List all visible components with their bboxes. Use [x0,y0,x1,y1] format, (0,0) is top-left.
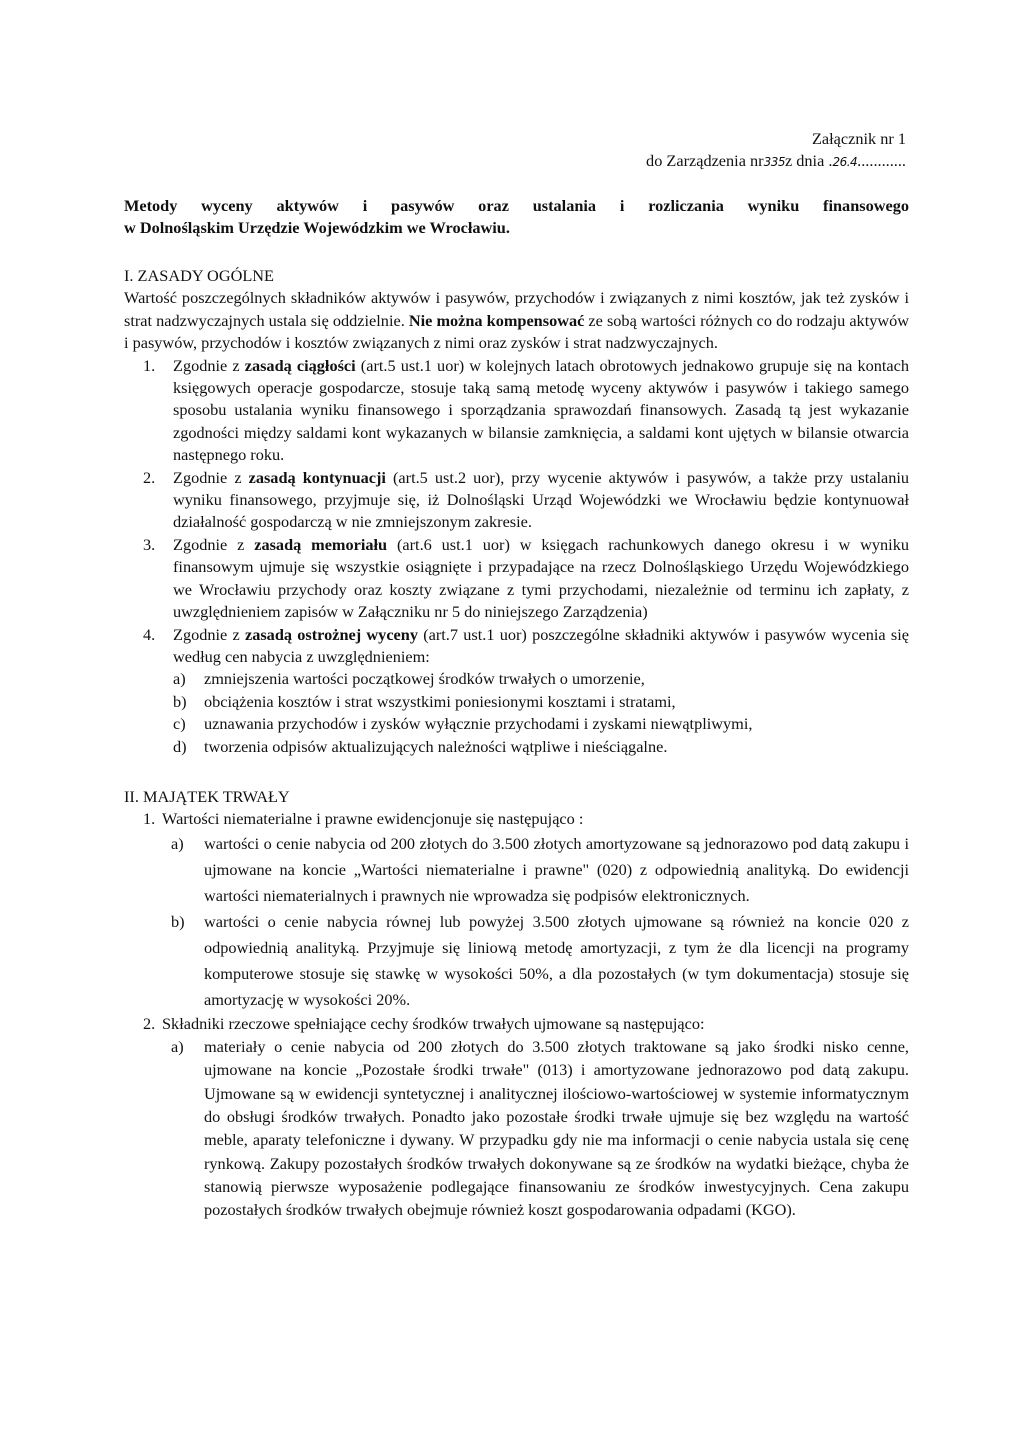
sub-list-item: a) wartości o cenie nabycia od 200 złotych do 3.500 złotych amortyzowane są jednorazowo pod datą zakupu i ujmowane na koncie „Wartości niematerialne i prawne" (020) z odpowiednią analityką. Do ewidencji wartości niematerialnych i prawnych nie wprowadza się podpisów elektronicznych. [171,833,909,905]
list-item: 4. Zgodnie z zasadą ostrożnej wyceny (art.7 ust.1 uor) poszczególne składniki aktywów i pasywów wycenia się według cen nabycia z uwzględnieniem: [143,624,909,666]
attachment-reference: do Zarządzenia nr335z dnia .26.4............ [646,151,906,170]
sub-list-item: d) tworzenia odpisów aktualizujących należności wątpliwe i nieściągalne. [173,736,668,756]
section-heading: I. ZASADY OGÓLNE [124,266,274,285]
section-fixed-assets [124,786,909,1222]
document-body [124,265,909,1222]
handwritten-order-number: 335 [763,155,785,169]
list-item: 1. Zgodnie z zasadą ciągłości (art.5 ust.1 uor) w kolejnych latach obrotowych jednakowo grupuje się na kontach księgowych operacje gospodarcze, stosuje taką samą metodę wyceny aktywów i pasywów i takiego samego sposobu ustalania wyniku finansowego i sporządzania sprawozdań finansowych. Zasadą tą jest wykazanie zgodności między saldami kont wykazanych w bilansie zamknięcia, a saldami kont ujętych w bilansie otwarcia następnego roku. [143,355,910,465]
sub-list-item: b) wartości o cenie nabycia równej lub powyżej 3.500 złotych ujmowane są również na koncie 020 z odpowiednią analityką. Przyjmuje się liniową metodę amortyzacji, z tym że dla licencji na programy komputerowe stosuje się stawkę w wysokości 50%, a dla pozostałych (w tym dokumentacja) stosuje się amortyzację w wysokości 20%. [171,911,909,1009]
list-item: 3. Zgodnie z zasadą memoriału (art.6 ust.1 uor) w księgach rachunkowych danego okresu i w wyniku finansowym ujmuje się wszystkie osiągnięte i przypadające na rzecz Dolnośląskiego Urzędu Wojewódzkiego we Wrocławiu przychody oraz koszty związane z tymi przychodami, niezależnie od terminu ich zapłaty, z uwzględnieniem zapisów w Załączniku nr 5 do niniejszego Zarządzenia) [143,534,909,622]
handwritten-date: 26.4 [832,155,858,169]
list-item: 1. Wartości niematerialne i prawne ewidencjonuje się następująco : [143,809,584,829]
list-item: 2. Składniki rzeczowe spełniające cechy środków trwałych ujmowane są następująco: [143,1013,705,1033]
sub-list-item: a) materiały o cenie nabycia od 200 złotych do 3.500 złotych traktowane są jako środki nisko cenne, ujmowane na koncie „Pozostałe środki trwałe" (013) i amortyzowane jednorazowo pod datą zakupu. Ujmowane są w ewidencji syntetycznej i analitycznej ilościowo-wartościowej w systemie informatycznym do obsługi środków trwałych. Ponadto jako pozostałe środki trwałe ujmuje się bez względu na wartość meble, aparaty telefoniczne i dywany. W przypadku gdy nie ma informacji o cenie nabycia ustala się cenę rynkową. Zakupy pozostałych środków trwałych dokonywane są ze środków na wydatki bieżące, chyba że stanowią pierwsze wyposażenie podlegające finansowaniu ze środków inwestycyjnych. Cena zakupu pozostałych środków trwałych obejmuje również koszt gospodarowania odpadami (KGO). [171,1037,909,1220]
list-item: 2. Zgodnie z zasadą kontynuacji (art.5 ust.2 uor), przy wycenie aktywów i pasywów, a także przy ustalaniu wyniku finansowego, przyjmuje się, iż Dolnośląski Urząd Wojewódzki we Wrocławiu będzie kontynuował działalność gospodarczą w nie zmniejszonym zakresie. [143,467,910,532]
section-general-principles [124,265,909,758]
section-intro: Wartość poszczególnych składników aktywów i pasywów, przychodów i związanych z nimi kosztów, jak też zysków i strat nadzwyczajnych ustala się oddzielnie. Nie można kompensować ze sobą wartości różnych co do rodzaju aktywów i pasywów, przychodów i kosztów związanych z nimi oraz zysków i strat nadzwyczajnych. [124,288,910,353]
section-heading: II. MAJĄTEK TRWAŁY [124,786,290,806]
sub-list-item: a) zmniejszenia wartości początkowej środków trwałych o umorzenie, [173,669,645,689]
attachment-header [646,128,906,173]
sub-list-item: c) uznawania przychodów i zysków wyłącznie przychodami i zyskami niewątpliwymi, [173,714,753,734]
attachment-number: Załącznik nr 1 [811,129,906,148]
document-title: Metody wyceny aktywów i pasywów oraz ustalania i rozliczania wyniku finansowego w Dolnośląskim Urzędzie Wojewódzkim we Wrocławiu. [124,196,909,238]
sub-list-item: b) obciążenia kosztów i strat wszystkimi poniesionymi kosztami i stratami, [173,691,676,711]
